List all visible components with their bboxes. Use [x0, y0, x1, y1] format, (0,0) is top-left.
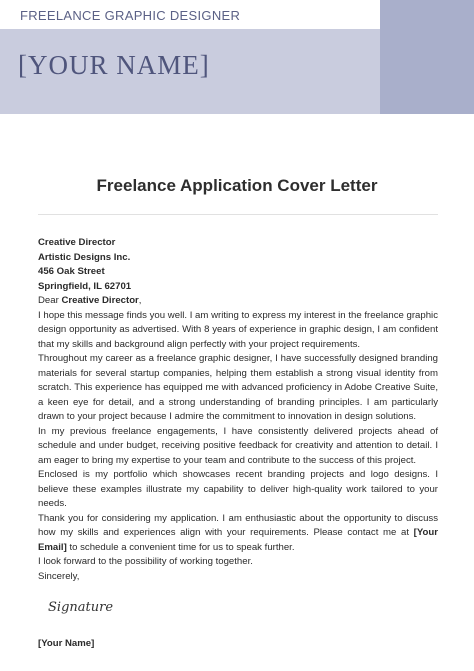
- contact-text-before: Thank you for considering my application. I am enthusiastic about the opportunity to discuss how my skills and experiences align with your requirements. Please contact me at: [38, 512, 438, 538]
- contact-text-after: to schedule a convenient time for us to speak further.: [66, 541, 295, 553]
- closing: Sincerely,: [38, 570, 80, 582]
- salutation: [38, 294, 438, 309]
- divider: [38, 214, 438, 215]
- paragraph-intro: I hope this message finds you well. I am writing to express my interest in the freelance graphic design opportunity as advertised. With 8 years of experience in graphic design, I am confident that my skills and background align perfectly with your project requirements.: [38, 309, 438, 350]
- signature: Signature: [48, 600, 114, 615]
- salutation-prefix: Dear: [38, 295, 62, 306]
- recipient-title: Creative Director: [38, 237, 116, 248]
- salutation-name: Creative Director: [61, 295, 139, 306]
- paragraph-closing: I look forward to the possibility of working together.: [38, 556, 253, 567]
- recipient-company: Artistic Designs Inc.: [38, 251, 131, 263]
- signoff-name: [Your Name]: [38, 638, 95, 649]
- recipient-street: 456 Oak Street: [38, 266, 105, 277]
- contact-email: [Your Email]: [38, 527, 438, 553]
- paragraph-portfolio: Enclosed is my portfolio which showcases recent branding projects and logo designs. I believe these examples illustrate my capability to deliver high-quality work tailored to your needs.: [38, 469, 438, 509]
- paragraph-contact: [38, 512, 438, 556]
- job-role: FREELANCE GRAPHIC DESIGNER: [20, 8, 241, 23]
- page-title: Freelance Application Cover Letter: [96, 176, 378, 195]
- applicant-name: [YOUR NAME]: [18, 50, 210, 80]
- paragraph-experience: Throughout my career as a freelance graphic designer, I have successfully designed branding materials for several startup companies, helping them establish a strong visual identity from scratch. This experience has equipped me with advanced proficiency in Adobe Creative Suite, a keen eye for detail, and a strong understanding of branding principles. I am particularly drawn to your project because I admire the commitment to innovation in design solutions.: [38, 353, 438, 422]
- paragraph-achievements: In my previous freelance engagements, I have consistently delivered projects ahead of schedule and under budget, receiving positive feedback for creativity and attention to detail. I am eager to bring my expertise to your team and contribute to the success of this project.: [38, 425, 438, 466]
- salutation-suffix: ,: [138, 295, 142, 306]
- header-side-block: [380, 0, 474, 114]
- letter-body: [38, 236, 438, 584]
- recipient-city: Springfield, IL 62701: [38, 280, 132, 292]
